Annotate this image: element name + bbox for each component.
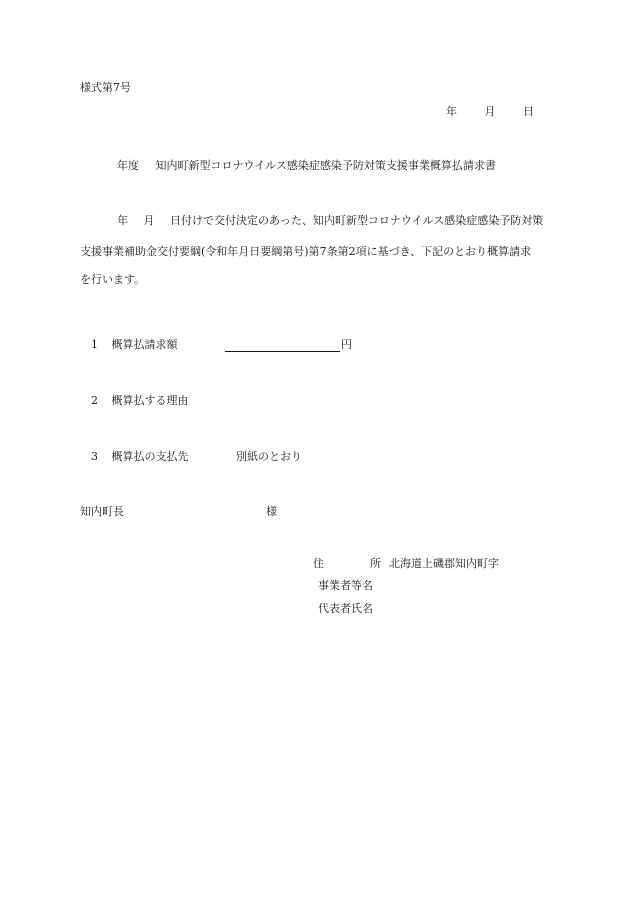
item-request-amount	[91, 339, 178, 350]
item-label: 概算払する理由	[111, 394, 189, 407]
amount-blank-line	[225, 339, 340, 352]
document-title	[117, 160, 496, 171]
title-text: 知内町新型コロナウイルス感染症感染予防対策支援事業概算払請求書	[155, 159, 496, 172]
item-number: 3	[91, 450, 98, 463]
date-line	[446, 106, 534, 117]
item-label: 概算払請求額	[111, 338, 178, 351]
addressee-honorific: 様	[266, 505, 277, 518]
body-line-1-text: 日付けで交付決定のあった、知内町新型コロナウイルス感染症感染予防対策	[170, 214, 544, 227]
representative-name-label: 代表者氏名	[318, 602, 373, 615]
payee-value: 別紙のとおり	[236, 450, 302, 463]
date-day-label: 日	[523, 105, 534, 118]
date-month-label: 月	[484, 105, 496, 118]
address-label-second-char: 所	[370, 557, 381, 570]
date-year-label: 年	[446, 105, 457, 118]
form-number: 様式第7号	[80, 81, 131, 94]
item-label: 概算払の支払先	[111, 450, 189, 463]
body-line-2: 支援事業補助金交付要綱(令和年月日要綱第号)第7条第2項に基づき、下記のとおり概算請求	[80, 245, 532, 258]
amount-unit: 円	[341, 338, 352, 351]
address-label-first-char: 住	[313, 557, 324, 570]
body-line-1	[80, 215, 589, 226]
addressee-name: 知内町長	[80, 505, 124, 518]
item-reason	[91, 395, 189, 406]
item-number: 1	[91, 338, 98, 351]
body-line-3: を行います。	[80, 273, 146, 286]
item-payee	[91, 451, 189, 462]
fiscal-year-label: 年度	[117, 159, 139, 172]
business-name-label: 事業者等名	[318, 579, 373, 592]
body-year-label: 年	[117, 214, 128, 227]
item-number: 2	[91, 394, 98, 407]
body-month-label: 月	[143, 214, 155, 227]
address-value: 北海道上磯郡知内町字	[389, 557, 499, 570]
